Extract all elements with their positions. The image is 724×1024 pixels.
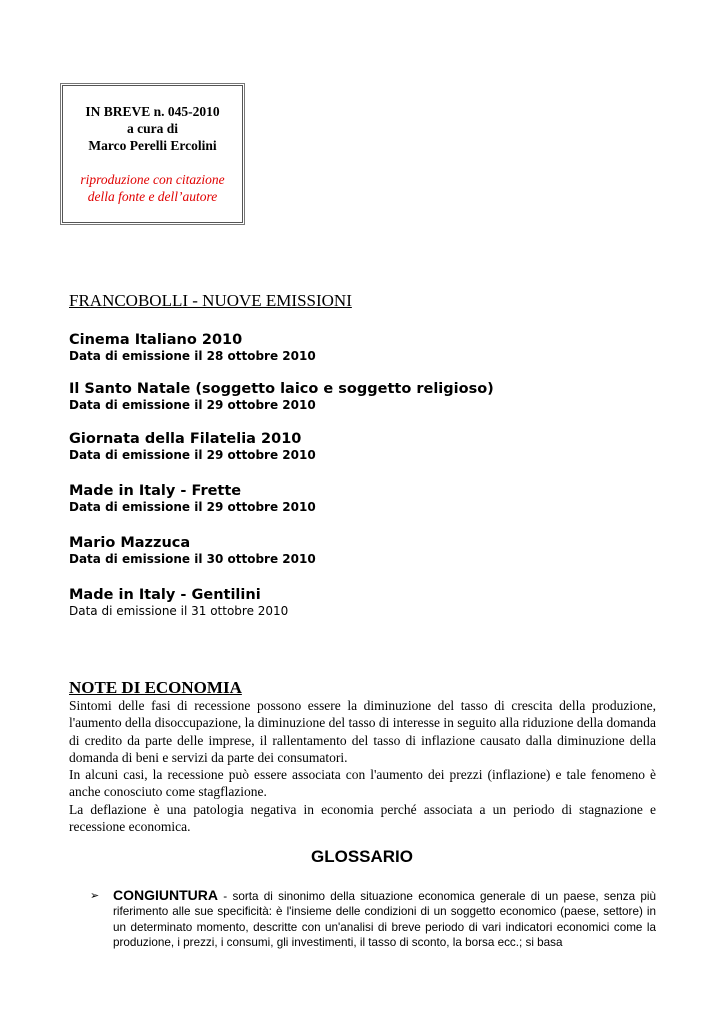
arrow-bullet-icon: ➢ bbox=[90, 890, 100, 902]
stamp-date: Data di emissione il 29 ottobre 2010 bbox=[69, 448, 316, 462]
glossary-text bbox=[113, 888, 656, 950]
glossary-term: CONGIUNTURA bbox=[113, 887, 218, 903]
stamp-title: Giornata della Filatelia 2010 bbox=[69, 431, 302, 447]
stamp-title: Made in Italy - Frette bbox=[69, 483, 242, 499]
paragraph: In alcuni casi, la recessione può essere associata con l'aumento dei prezzi (inflazione) e tale fenomeno è anche conosciuto come stagflazione. bbox=[69, 767, 656, 800]
note-economia-body bbox=[69, 697, 656, 835]
stamp-item bbox=[69, 534, 316, 567]
stamp-item bbox=[69, 331, 316, 364]
paragraph: Sintomi delle fasi di recessione possono essere la diminuzione del tasso di crescita della produzione, l'aumento della disoccupazione, la diminuzione del tasso di interesse in seguito alla riduzione della domanda di credito da parte delle imprese, il rallentamento del tasso di inflazione causato dalla diminuzione della domanda di beni e servizi da parte dei consumatori. bbox=[69, 698, 656, 765]
edited-by-label: a cura di bbox=[126, 121, 178, 136]
bulletin-number: IN BREVE n. 045-2010 bbox=[85, 104, 220, 119]
stamp-date: Data di emissione il 31 ottobre 2010 bbox=[69, 604, 289, 618]
stamp-item bbox=[69, 586, 288, 619]
reproduction-note-line2: della fonte e dell’autore bbox=[87, 189, 218, 204]
stamp-date: Data di emissione il 30 ottobre 2010 bbox=[69, 552, 316, 566]
stamp-date: Data di emissione il 29 ottobre 2010 bbox=[69, 398, 316, 412]
author-name: Marco Perelli Ercolini bbox=[88, 138, 217, 153]
paragraph: La deflazione è una patologia negativa in economia perché associata a un periodo di stagnazione e recessione economica. bbox=[69, 801, 656, 835]
stamp-date: Data di emissione il 28 ottobre 2010 bbox=[69, 349, 316, 363]
glossary-definition: - sorta di sinonimo della situazione economica generale di un paese, senza più riferimento alle sue specificità: è l'insieme delle condizioni di un soggetto economico (paese, settore) in un determinato momento, descritte con un'analisi di breve periodo di vari indicatori economici come la produzione, i prezzi, i consumi, gli investimenti, il tasso di sconto, la borsa ecc.; si basa bbox=[113, 890, 656, 949]
glossario-heading: GLOSSARIO bbox=[310, 847, 413, 866]
francobolli-heading: FRANCOBOLLI - NUOVE EMISSIONI bbox=[69, 291, 352, 310]
info-box bbox=[62, 85, 243, 223]
stamp-item bbox=[69, 380, 494, 413]
stamp-item bbox=[69, 482, 316, 515]
reproduction-note-line1: riproduzione con citazione bbox=[80, 172, 225, 187]
note-economia-heading: NOTE DI ECONOMIA bbox=[69, 678, 242, 697]
stamp-date: Data di emissione il 29 ottobre 2010 bbox=[69, 500, 316, 514]
stamp-title: Il Santo Natale (soggetto laico e soggetto religioso) bbox=[69, 381, 494, 397]
stamp-title: Made in Italy - Gentilini bbox=[69, 587, 261, 603]
stamp-title: Cinema Italiano 2010 bbox=[69, 332, 243, 348]
stamp-item bbox=[69, 430, 316, 463]
stamp-title: Mario Mazzuca bbox=[69, 535, 191, 551]
